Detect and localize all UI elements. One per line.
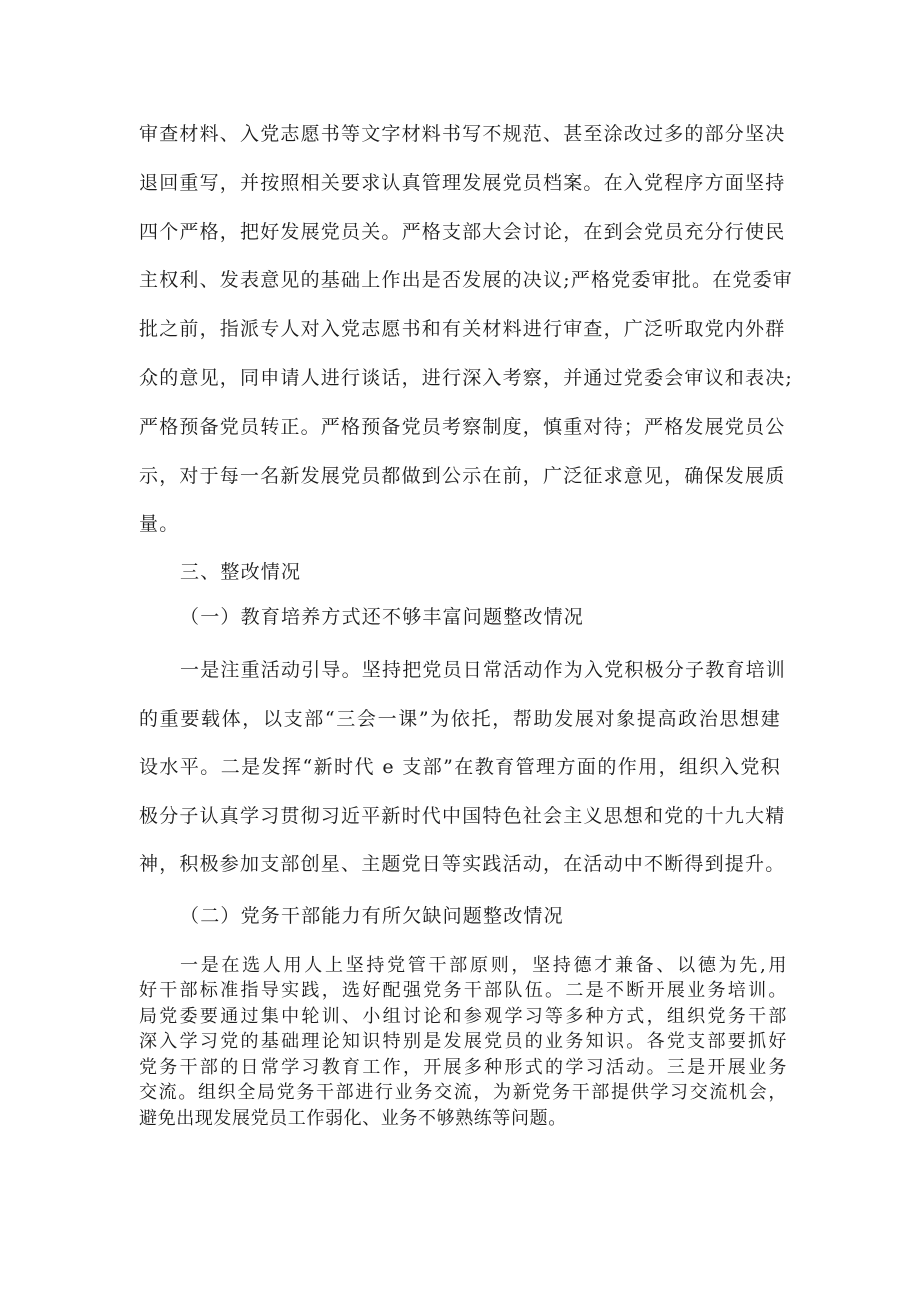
text-line: 的重要载体，以支部“三会一课”为依托，帮助发展对象提高政治思想建 bbox=[139, 708, 781, 730]
text-line: 局党委要通过集中轮训、小组讨论和参观学习等多种方式，组织党务干部 bbox=[139, 1006, 787, 1027]
sub-heading: （二）党务干部能力有所欠缺问题整改情况 bbox=[180, 905, 564, 927]
text-line: 极分子认真学习贯彻习近平新时代中国特色社会主义思想和党的十九大精 bbox=[139, 805, 786, 827]
text-line: 众的意见，同申请人进行谈话，进行深入考察，并通过党委会审议和表决; bbox=[139, 367, 794, 389]
text-line: 量。 bbox=[139, 513, 180, 535]
section-heading: 三、整改情况 bbox=[180, 561, 302, 583]
text-line: 一是注重活动引导。坚持把党员日常活动作为入党积极分子教育培训 bbox=[180, 659, 787, 681]
text-line: 党务干部的日常学习教育工作，开展多种形式的学习活动。三是开展业务 bbox=[139, 1057, 787, 1078]
text-line: 深入学习党的基础理论知识特别是发展党员的业务知识。各党支部要抓好 bbox=[139, 1031, 787, 1052]
text-line: 示，对于每一名新发展党员都做到公示在前，广泛征求意见，确保发展质 bbox=[139, 465, 786, 487]
text-line: 交流。组织全局党务干部进行业务交流，为新党务干部提供学习交流机会， bbox=[139, 1082, 787, 1103]
text-line: 好干部标准指导实践，选好配强党务干部队伍。二是不断开展业务培训。 bbox=[139, 980, 787, 1001]
text-line: 神，积极参加支部创星、主题党日等实践活动，在活动中不断得到提升。 bbox=[139, 853, 786, 875]
text-line: 严格预备党员转正。严格预备党员考察制度，慎重对待；严格发展党员公 bbox=[139, 416, 786, 438]
sub-heading: （一）教育培养方式还不够丰富问题整改情况 bbox=[180, 606, 585, 628]
text-line: 批之前，指派专人对入党志愿书和有关材料进行审查，广泛听取党内外群 bbox=[139, 318, 786, 340]
text-line: 四个严格，把好发展党员关。严格支部大会讨论，在到会党员充分行使民 bbox=[139, 221, 786, 243]
text-line: 一是在选人用人上坚持党管干部原则，坚持德才兼备、以德为先,用 bbox=[180, 955, 787, 976]
text-line: 退回重写，并按照相关要求认真管理发展党员档案。在入党程序方面坚持 bbox=[139, 172, 786, 194]
text-line: 主权利、发表意见的基础上作出是否发展的决议;严格党委审批。在党委审 bbox=[139, 269, 794, 291]
text-line: 审查材料、入党志愿书等文字材料书写不规范、甚至涂改过多的部分坚决 bbox=[139, 123, 786, 145]
text-line: 设水平。二是发挥“新时代 e 支部”在教育管理方面的作用，组织入党积 bbox=[139, 756, 781, 778]
text-line: 避免出现发展党员工作弱化、业务不够熟练等问题。 bbox=[139, 1108, 567, 1129]
